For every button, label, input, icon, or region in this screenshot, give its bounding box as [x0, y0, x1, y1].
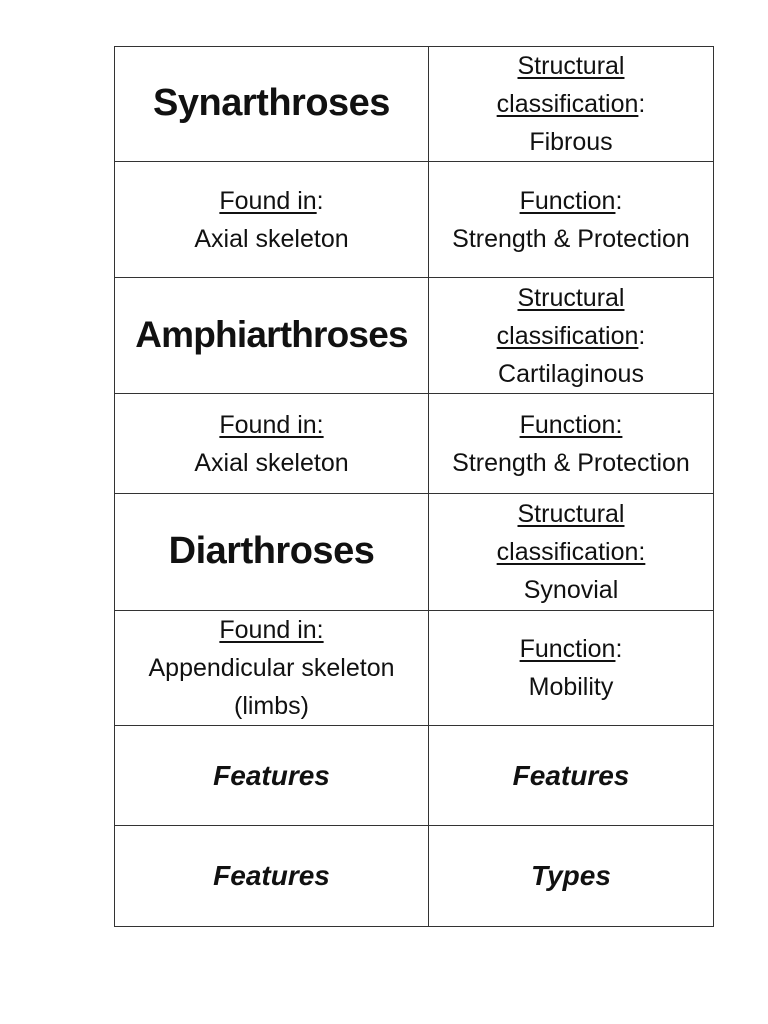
found-in-value-note: (limbs)	[234, 692, 309, 720]
function-label: Function	[519, 635, 616, 663]
structural-value: Fibrous	[529, 128, 613, 156]
label-colon: :	[638, 90, 646, 118]
found-in-label: Found in:	[219, 616, 324, 644]
card-features	[115, 726, 429, 826]
structural-value: Synovial	[523, 576, 619, 604]
function-label: Function:	[519, 410, 623, 439]
card-features	[115, 826, 429, 927]
types-label: Types	[531, 860, 611, 891]
card-synarthroses-structure	[429, 47, 714, 162]
card-amphiarthroses-found-in	[115, 394, 429, 494]
table-row	[115, 47, 714, 162]
card-diarthroses-found-in	[115, 611, 429, 726]
features-label: Features	[213, 860, 330, 891]
features-label: Features	[213, 759, 330, 791]
card-synarthroses-function	[429, 162, 714, 278]
card-synarthroses-found-in	[115, 162, 429, 278]
found-in-value: Axial skeleton	[194, 224, 349, 253]
function-value: Strength & Protection	[452, 448, 690, 477]
classification-label: classification:	[496, 538, 646, 566]
joint-type-title: Synarthroses	[153, 82, 390, 125]
features-label: Features	[512, 759, 630, 791]
card-amphiarthroses-function	[429, 394, 714, 494]
structural-label: Structural	[517, 52, 625, 80]
card-amphiarthroses-title	[115, 278, 429, 394]
card-types	[429, 826, 714, 927]
joint-type-title: Amphiarthroses	[135, 314, 408, 356]
label-colon: :	[638, 321, 646, 350]
found-in-label: Found in	[219, 186, 317, 215]
found-in-value: Axial skeleton	[194, 448, 349, 477]
structural-value: Cartilaginous	[498, 359, 644, 388]
table-row	[115, 394, 714, 494]
joint-type-title: Diarthroses	[168, 530, 375, 573]
card-diarthroses-structure	[429, 494, 714, 611]
table-row	[115, 611, 714, 726]
label-colon: :	[615, 186, 623, 215]
function-value: Mobility	[528, 673, 614, 701]
structural-label: Structural	[517, 500, 625, 528]
function-label: Function	[519, 186, 616, 215]
classification-label: classification	[496, 321, 639, 350]
found-in-label: Found in:	[219, 410, 324, 439]
found-in-value: Appendicular skeleton	[148, 654, 395, 682]
card-amphiarthroses-structure	[429, 278, 714, 394]
card-diarthroses-function	[429, 611, 714, 726]
table-row	[115, 494, 714, 611]
label-colon: :	[615, 635, 623, 663]
table-row	[115, 278, 714, 394]
joint-classification-table	[114, 46, 714, 927]
table-row	[115, 726, 714, 826]
card-diarthroses-title	[115, 494, 429, 611]
table-row	[115, 162, 714, 278]
classification-label: classification	[496, 90, 639, 118]
table-row	[115, 826, 714, 927]
function-value: Strength & Protection	[452, 224, 690, 253]
label-colon: :	[316, 186, 324, 215]
structural-label: Structural	[517, 283, 625, 312]
card-synarthroses-title	[115, 47, 429, 162]
card-features	[429, 726, 714, 826]
